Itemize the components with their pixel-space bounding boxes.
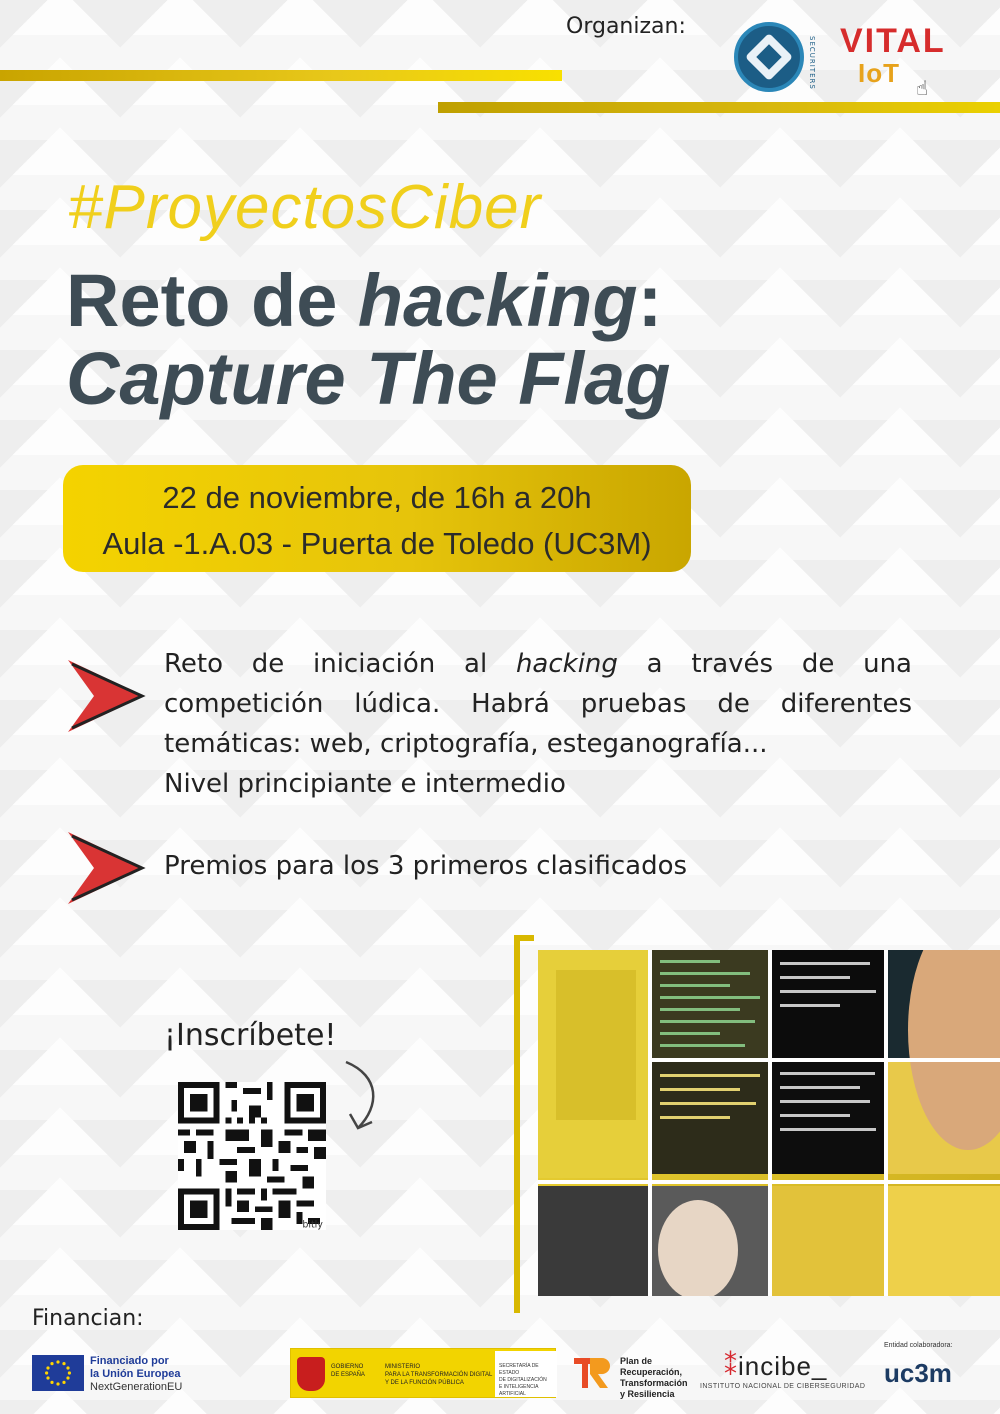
incibe-subtitle: INSTITUTO NACIONAL DE CIBERSEGURIDAD	[700, 1383, 866, 1390]
title-plain: Reto de	[66, 259, 358, 342]
event-location: Aula -1.A.03 - Puerta de Toledo (UC3M)	[102, 526, 652, 561]
eu-funding-text	[90, 1355, 182, 1394]
incibe-name: incibe_	[738, 1351, 828, 1381]
gob-col3-l1: SECRETARÍA DE ESTADO	[499, 1363, 539, 1376]
main-title-line2: Capture The Flag	[66, 337, 671, 420]
prtr-logo-icon	[574, 1354, 616, 1390]
photo-frame-cap	[514, 935, 534, 941]
event-info-box	[63, 465, 691, 572]
bullet1-line1-a: Reto de iniciación al	[164, 649, 516, 679]
event-date: 22 de noviembre, de 16h a 20h	[162, 480, 592, 515]
eu-line1: Financiado por	[90, 1355, 169, 1367]
gob-col2-l1: MINISTERIO	[385, 1364, 421, 1370]
coding-photo-collage	[538, 950, 1000, 1296]
gobierno-text	[331, 1363, 365, 1379]
bullet1-line2: competición lúdica. Habrá pruebas de diferentes	[164, 689, 912, 719]
securiters-logo-text: SECURITERS	[808, 36, 816, 90]
main-title-line1	[66, 258, 662, 343]
bullet1-line1-italic: hacking	[515, 649, 618, 679]
bullet1-line4: Nivel principiante e intermedio	[164, 769, 566, 799]
photo-frame-bar	[514, 935, 520, 1313]
bullet1-line1-b: a través de una	[617, 649, 912, 679]
bullet1-line3: temáticas: web, criptografía, esteganografía...	[164, 729, 768, 759]
gold-divider-top	[0, 70, 562, 81]
organizan-label: Organizan:	[566, 14, 686, 39]
spain-shield-icon	[297, 1357, 325, 1391]
red-chevron-icon	[64, 656, 148, 736]
title-colon: :	[637, 259, 663, 342]
curved-arrow-icon	[340, 1056, 388, 1136]
ministerio-text	[385, 1363, 492, 1387]
gob-col3-l2: DE DIGITALIZACIÓN	[499, 1377, 547, 1383]
prtr-l3: Transformación	[620, 1378, 688, 1388]
vital-iot-logo-bottom: IoT	[858, 58, 900, 88]
prtr-l4: y Resiliencia	[620, 1389, 675, 1399]
gob-col1-l2: DE ESPAÑA	[331, 1372, 365, 1378]
incibe-mark-icon: ⁑	[724, 1351, 738, 1381]
bullet1-line1	[164, 644, 912, 684]
hand-cursor-icon: ☝	[916, 76, 929, 100]
eu-flag-icon	[32, 1355, 84, 1391]
bullet-prizes	[164, 846, 912, 886]
red-chevron-icon	[64, 828, 148, 908]
bullet2-text: Premios para los 3 primeros clasificados	[164, 851, 688, 881]
signup-label: ¡Inscríbete!	[164, 1018, 337, 1053]
prtr-l2: Recuperación,	[620, 1367, 683, 1377]
qr-brand: bitly	[302, 1219, 323, 1230]
secretaria-text	[495, 1351, 557, 1397]
colaboradora-label: Entidad colaboradora:	[884, 1342, 953, 1349]
financian-label: Financian:	[32, 1306, 144, 1331]
gob-col1-l1: GOBIERNO	[331, 1364, 364, 1370]
gobierno-logo-block	[290, 1348, 556, 1398]
eu-line2: la Unión Europea	[90, 1368, 181, 1380]
title-italic: hacking	[357, 259, 638, 342]
incibe-logo	[724, 1351, 827, 1382]
gold-divider-bottom	[438, 102, 1000, 113]
qr-code[interactable]	[178, 1082, 326, 1230]
eu-line3: NextGenerationEU	[90, 1381, 183, 1393]
prtr-text	[620, 1356, 688, 1400]
vital-iot-logo-top: VITAL	[840, 22, 946, 60]
bullet-description	[164, 644, 912, 804]
uc3m-logo: uc3m	[884, 1358, 952, 1388]
gob-col3-l3: E INTELIGENCIA ARTIFICIAL	[499, 1384, 539, 1397]
securiters-logo	[734, 22, 816, 92]
hashtag-title: #ProyectosCiber	[68, 173, 542, 242]
gob-col2-l2: PARA LA TRANSFORMACIÓN DIGITAL	[385, 1372, 493, 1378]
prtr-l1: Plan de	[620, 1356, 653, 1366]
gob-col2-l3: Y DE LA FUNCIÓN PÚBLICA	[385, 1380, 464, 1386]
